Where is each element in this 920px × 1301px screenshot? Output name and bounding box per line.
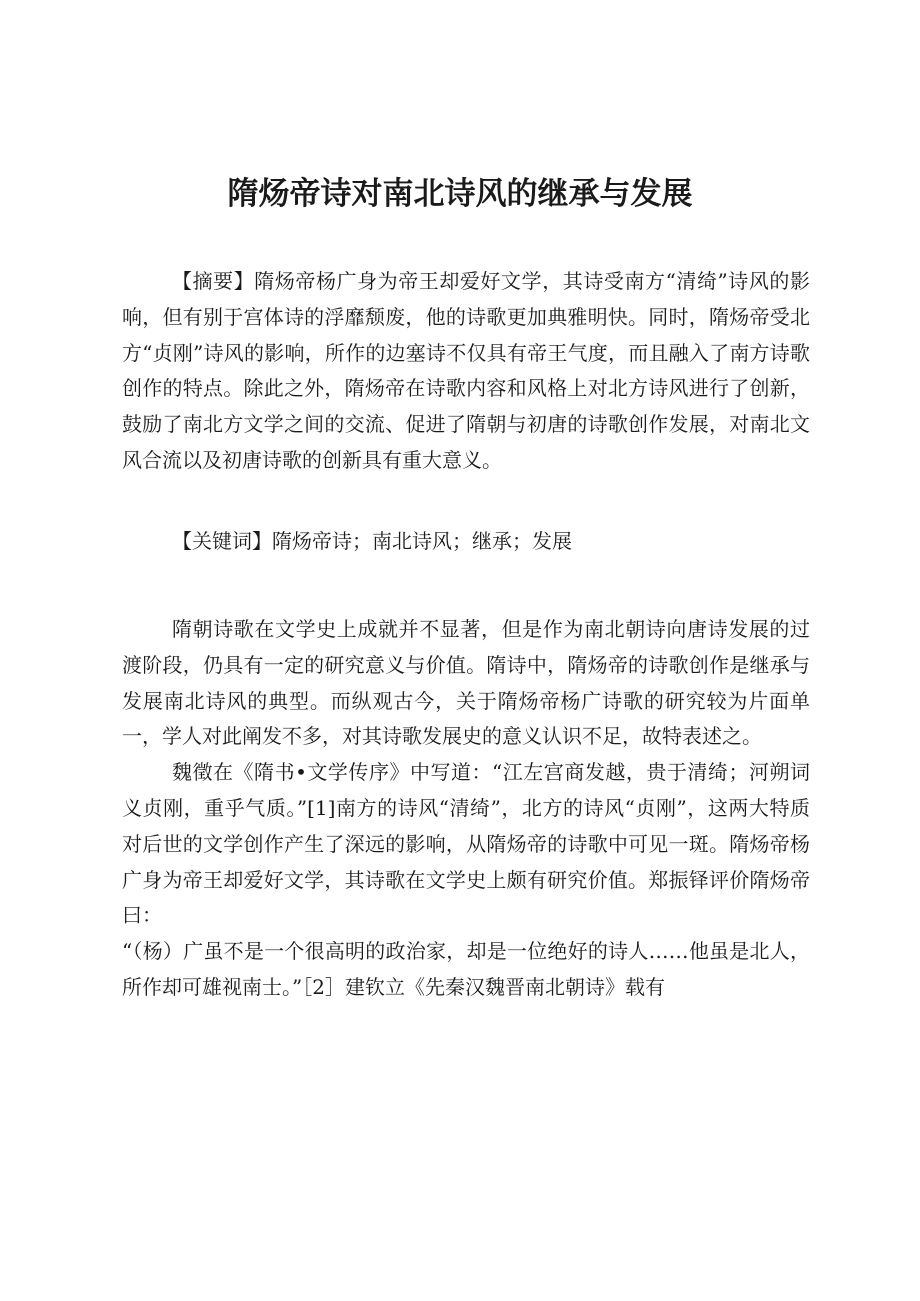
body-paragraph-1: 隋朝诗歌在文学史上成就并不显著，但是作为南北朝诗向唐诗发展的过渡阶段，仍具有一定的研究意义与价值。隋诗中，隋炀帝的诗歌创作是继承与发展南北诗风的典型。而纵观古今，关于隋炀帝杨广诗歌的研究较为片面单一，学人对此阐发不多，对其诗歌发展史的意义认识不足，故特表述之。 bbox=[122, 617, 810, 749]
abstract-text: 隋炀帝杨广身为帝王却爱好文学，其诗受南方“清绮”诗风的影响，但有别于宫体诗的浮靡颓废，他的诗歌更加典雅明快。同时，隋炀帝受北方“贞刚”诗风的影响，所作的边塞诗不仅具有帝王气度，而且融入了南方诗歌创作的特点。除此之外，隋炀帝在诗歌内容和风格上对北方诗风进行了创新，鼓励了南北方文学之间的交流、促进了隋朝与初唐的诗歌创作发展，对南北文风合流以及初唐诗歌的创新具有重大意义。 bbox=[122, 269, 810, 472]
abstract-label: 【摘要】 bbox=[172, 269, 255, 293]
main-body bbox=[122, 612, 810, 1006]
keywords-text: 隋炀帝诗；南北诗风；继承；发展 bbox=[272, 529, 572, 553]
keywords-paragraph bbox=[122, 524, 810, 560]
body-paragraph-3: “（杨）广虽不是一个很高明的政治家，却是一位绝好的诗人……他虽是北人，所作却可雄视南士。”［2］建钦立《先秦汉魏晋南北朝诗》载有 bbox=[122, 939, 810, 999]
abstract-paragraph bbox=[122, 264, 810, 479]
keywords-label: 【关键词】 bbox=[172, 529, 272, 553]
abstract-section bbox=[122, 264, 810, 479]
body-paragraph-2: 魏徵在《隋书•文学传序》中写道：“江左宫商发越，贵于清绮；河朔词义贞刚，重乎气质。”[1]南方的诗风“清绮”，北方的诗风“贞刚”，这两大特质对后世的文学创作产生了深远的影响，从隋炀帝的诗歌中可见一斑。隋炀帝杨广身为帝王却爱好文学，其诗歌在文学史上颇有研究价值。郑振铎评价隋炀帝曰： bbox=[122, 760, 810, 928]
keywords-section bbox=[122, 524, 810, 560]
document-title: 隋炀帝诗对南北诗风的继承与发展 bbox=[227, 176, 693, 212]
